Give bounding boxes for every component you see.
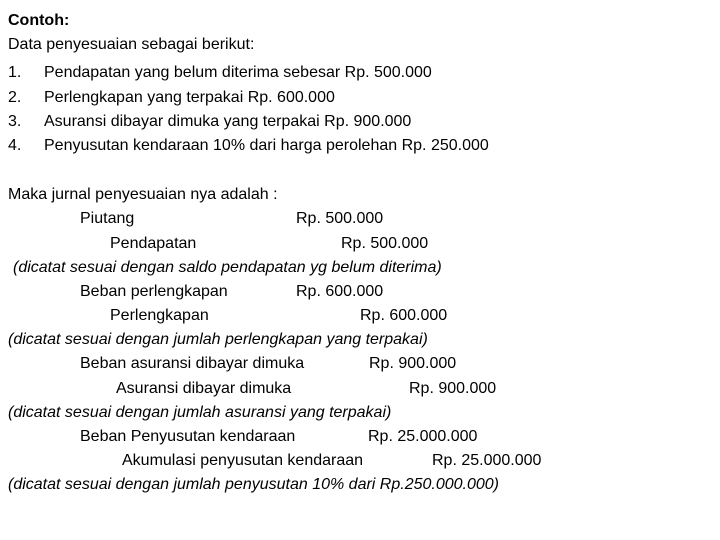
- debit-account: Beban Penyusutan kendaraan: [80, 428, 296, 445]
- list-item-text: Pendapatan yang belum diterima sebesar Rp. 500.000: [44, 64, 432, 81]
- debit-account: Beban asuransi dibayar dimuka: [80, 355, 305, 372]
- list-item-number: 3.: [8, 113, 22, 130]
- list-item-number: 1.: [8, 64, 22, 81]
- debit-account: Beban perlengkapan: [80, 283, 228, 300]
- intro-text: Data penyesuaian sebagai berikut:: [8, 36, 255, 53]
- list-item-text: Penyusutan kendaraan 10% dari harga perolehan Rp. 250.000: [44, 137, 489, 154]
- credit-account: Asuransi dibayar dimuka: [116, 380, 292, 397]
- credit-account: Pendapatan: [110, 235, 197, 252]
- debit-amount: Rp. 500.000: [296, 210, 384, 227]
- credit-account: Perlengkapan: [110, 307, 209, 324]
- credit-account: Akumulasi penyusutan kendaraan: [122, 452, 364, 469]
- entry-note: (dicatat sesuai dengan jumlah perlengkapan yang terpakai): [8, 331, 428, 348]
- journal-intro: Maka jurnal penyesuaian nya adalah :: [8, 186, 278, 203]
- list-item-text: Asuransi dibayar dimuka yang terpakai Rp. 900.000: [44, 113, 412, 130]
- heading: Contoh:: [8, 12, 70, 29]
- debit-account: Piutang: [80, 210, 135, 227]
- list-item-number: 4.: [8, 137, 22, 154]
- entry-note: (dicatat sesuai dengan jumlah asuransi yang terpakai): [8, 404, 392, 421]
- entry-note: (dicatat sesuai dengan jumlah penyusutan 10% dari Rp.250.000.000): [8, 476, 499, 493]
- credit-amount: Rp. 900.000: [409, 380, 497, 397]
- debit-amount: Rp. 25.000.000: [368, 428, 478, 445]
- entry-note: (dicatat sesuai dengan saldo pendapatan yg belum diterima): [13, 259, 442, 276]
- list-item-number: 2.: [8, 89, 22, 106]
- debit-amount: Rp. 900.000: [369, 355, 457, 372]
- debit-amount: Rp. 600.000: [296, 283, 384, 300]
- credit-amount: Rp. 600.000: [360, 307, 448, 324]
- credit-amount: Rp. 500.000: [341, 235, 429, 252]
- list-item-text: Perlengkapan yang terpakai Rp. 600.000: [44, 89, 335, 106]
- credit-amount: Rp. 25.000.000: [432, 452, 542, 469]
